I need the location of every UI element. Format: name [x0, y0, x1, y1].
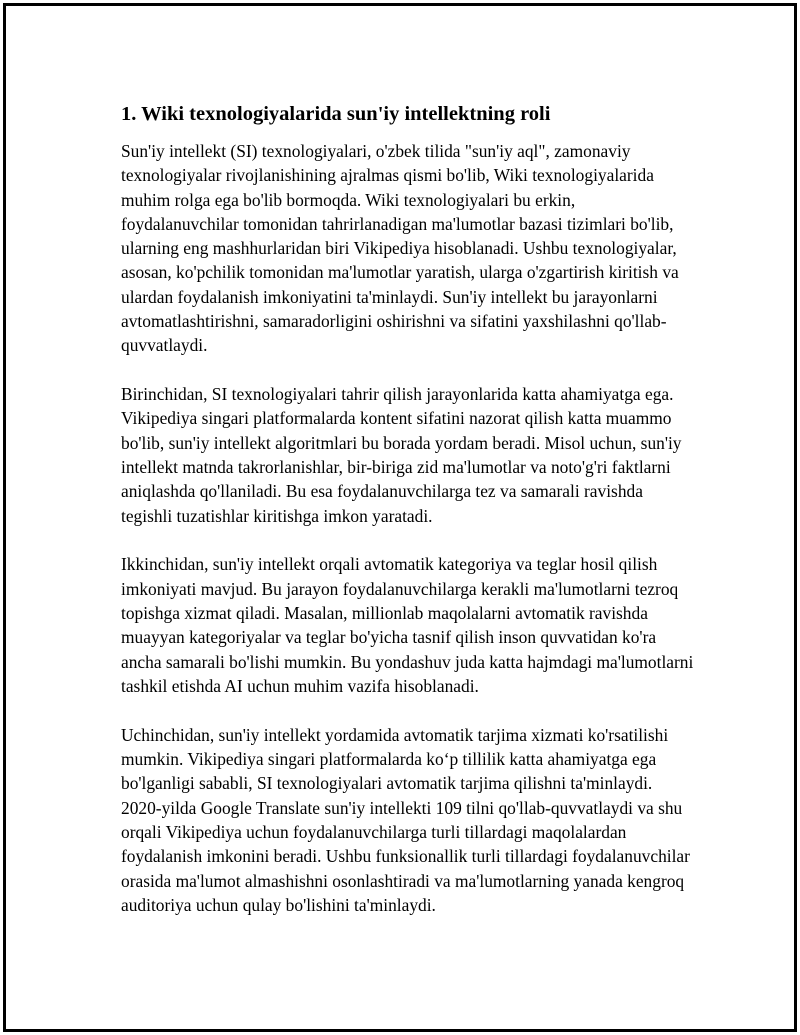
- paragraph-intro: Sun'iy intellekt (SI) texnologiyalari, o'zbek tilida "sun'iy aql", zamonaviy texnologiyalar rivojlanishining ajralmas qismi bo'lib, Wiki texnologiyalarida muhim rolga ega bo'lib bormoqda. Wiki texnologiyalari bu erkin, foydalanuvchilar tomonidan tahrirlanadigan ma'lumotlar bazasi tizimlari bo'lib, ularning eng mashhurlaridan biri Vikipediya hisoblanadi. Ushbu texnologiyalar, asosan, ko'pchilik tomonidan ma'lumotlar yaratish, ularga o'zgartirish kiritish va ulardan foydalanish imkoniyatini ta'minlaydi. Sun'iy intellekt bu jarayonlarni avtomatlashtirishni, samaradorligini oshirishni va sifatini yaxshilashni qo'llab-quvvatlaydi.: [121, 141, 679, 356]
- paragraph-second: Ikkinchidan, sun'iy intellekt orqali avtomatik kategoriya va teglar hosil qilish imkoniyati mavjud. Bu jarayon foydalanuvchilarga kerakli ma'lumotlarni tezroq topishga xizmat qiladi. Masalan, millionlab maqolalarni avtomatik ravishda muayyan kategoriyalar va teglar bo'yicha tasnif qilish inson quvvatidan ko'ra ancha samarali bo'lishi mumkin. Bu yondashuv juda katta hajmdagi ma'lumotlarni tashkil etishda AI uchun muhim vazifa hisoblanadi.: [121, 554, 694, 696]
- document-body: [121, 101, 696, 942]
- paragraph-third: Uchinchidan, sun'iy intellekt yordamida avtomatik tarjima xizmati ko'rsatilishi mumkin. Vikipediya singari platformalarda ko‘p tillilik katta ahamiyatga ega bo'lganligi sababli, SI texnologiyalari avtomatik tarjima qilishni ta'minlaydi. 2020-yilda Google Translate sun'iy intellekti 109 tilni qo'llab-quvvatlaydi va shu orqali Vikipediya uchun foydalanuvchilarga turli tillardagi maqolalardan foydalanish imkonini beradi. Ushbu funksionallik turli tillardagi foydalanuvchilar orasida ma'lumot almashishni osonlashtiradi va ma'lumotlarning yanada kengroq auditoriya uchun qulay bo'lishini ta'minlaydi.: [121, 724, 690, 915]
- paragraph-first: Birinchidan, SI texnologiyalari tahrir qilish jarayonlarida katta ahamiyatga ega. Vikipediya singari platformalarda kontent sifatini nazorat qilish katta muammo bo'lib, sun'iy intellekt algoritmlari bu borada yordam beradi. Misol uchun, sun'iy intellekt matnda takrorlanishlar, bir-biriga zid ma'lumotlar va noto'g'ri faktlarni aniqlashda qo'llaniladi. Bu esa foydalanuvchilarga tez va samarali ravishda tegishli tuzatishlar kiritishga imkon yaratadi.: [121, 384, 682, 526]
- section-heading: 1. Wiki texnologiyalarida sun'iy intellektning roli: [121, 103, 551, 125]
- page-frame: [3, 3, 797, 1032]
